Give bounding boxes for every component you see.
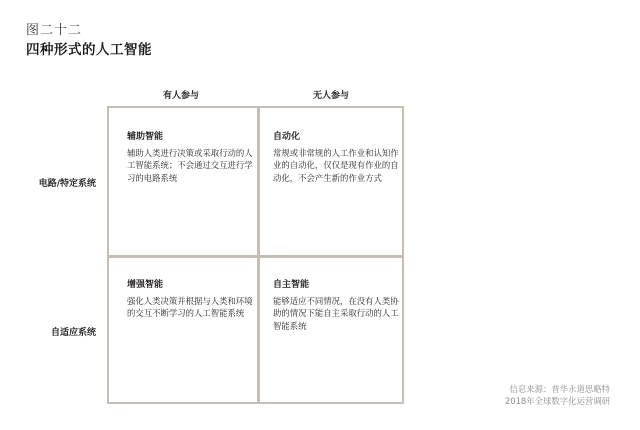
- row-header-hardwired-systems: 电路/特定系统: [38, 179, 96, 189]
- row-header-adaptive-systems: 自适应系统: [50, 328, 96, 338]
- quadrant-title: 自主智能: [273, 280, 310, 290]
- column-header-without-human: 无人参与: [312, 91, 349, 101]
- column-header-with-human: 有人参与: [162, 91, 199, 101]
- figure-number: 图二十二: [26, 23, 83, 38]
- quadrant-assisted-intelligence: [127, 131, 253, 184]
- quadrant-description: 常规或非常规的人工作业和认知作业的自动化，仅仅是现有作业的自动化，不会产生新的作业方式: [273, 147, 399, 183]
- quadrant-title: 自动化: [273, 132, 301, 142]
- source-line-1: 信息来源：普华永道思略特: [509, 384, 610, 394]
- quadrant-title: 增强智能: [127, 280, 164, 290]
- quadrant-title: 辅助智能: [127, 132, 164, 142]
- quadrant-description: 强化人类决策并根据与人类和环境的交互不断学习的人工智能系统: [127, 295, 253, 318]
- figure-title: 四种形式的人工智能: [26, 42, 152, 58]
- quadrant-autonomous-intelligence: [273, 279, 399, 332]
- grid-horizontal-divider: [109, 255, 402, 258]
- source-line-2: 2018年全球数字化运营调研: [504, 396, 610, 406]
- quadrant-description: 能够适应不同情况，在没有人类协助的情况下能自主采取行动的人工智能系统: [273, 295, 399, 331]
- quadrant-augmented-intelligence: [127, 279, 253, 320]
- quadrant-automation: [273, 131, 399, 184]
- source-note: [460, 383, 610, 407]
- quadrant-description: 辅助人类进行决策或采取行动的人工智能系统；不会通过交互进行学习的电路系统: [127, 147, 253, 183]
